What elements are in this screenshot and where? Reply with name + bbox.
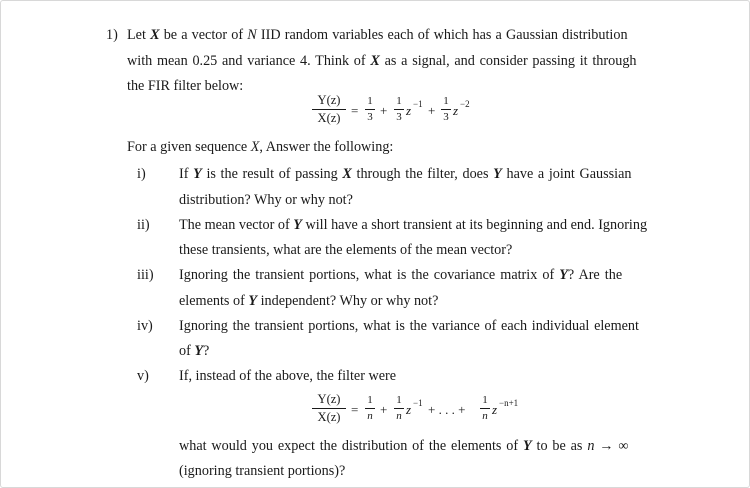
problem-number: 1) — [106, 27, 118, 43]
eq2-term2: 1 n — [394, 395, 404, 422]
eq1-term1: 1 3 — [365, 96, 375, 123]
question-label-ii: ii) — [137, 217, 150, 233]
question-iii-line-1: Ignoring the transient portions, what is the covariance matrix of Y? Are the — [179, 267, 623, 283]
intro-line-3: the FIR filter below: — [127, 78, 244, 94]
eq1-lhs: Y(z) X(z) — [312, 94, 346, 124]
question-ii-line-1: The mean vector of Y will have a short transient at its beginning and end. Ignoring — [179, 217, 648, 233]
eq1-term2: 1 3 — [394, 96, 404, 123]
var-X: X — [370, 53, 380, 69]
question-v-line-2: what would you expect the distribution of the elements of Y to be as n → ∞ — [179, 438, 629, 454]
intro-line-1: Let X be a vector of N IID random variables each of which has a Gaussian distribution — [127, 27, 628, 43]
intro-line-2: with mean 0.25 and variance 4. Think of X as a signal, and consider passing it through — [127, 53, 637, 69]
question-i-line-2: distribution? Why or why not? — [179, 192, 353, 208]
eq2-term1: 1 n — [365, 395, 375, 422]
eq1-term3: 1 3 — [441, 96, 451, 123]
question-label-i: i) — [137, 166, 146, 182]
eq2-lhs: Y(z) X(z) — [312, 393, 346, 423]
question-v-line-3: (ignoring transient portions)? — [179, 463, 346, 479]
question-v-line-1: If, instead of the above, the filter were — [179, 368, 397, 384]
question-iv-line-1: Ignoring the transient portions, what is the variance of each individual element — [179, 318, 639, 334]
question-iii-line-2: elements of Y independent? Why or why not? — [179, 293, 439, 309]
given-line: For a given sequence X, Answer the following: — [127, 139, 394, 155]
question-label-iv: iv) — [137, 318, 153, 334]
var-N: N — [247, 27, 257, 43]
question-label-iii: iii) — [137, 267, 154, 283]
question-ii-line-2: these transients, what are the elements of the mean vector? — [179, 242, 513, 258]
question-label-v: v) — [137, 368, 149, 384]
question-i-line-1: If Y is the result of passing X through the filter, does Y have a joint Gaussian — [179, 166, 632, 182]
eq2-term3: 1 n — [480, 395, 490, 422]
question-iv-line-2: of Y? — [179, 343, 210, 359]
var-X: X — [150, 27, 160, 43]
